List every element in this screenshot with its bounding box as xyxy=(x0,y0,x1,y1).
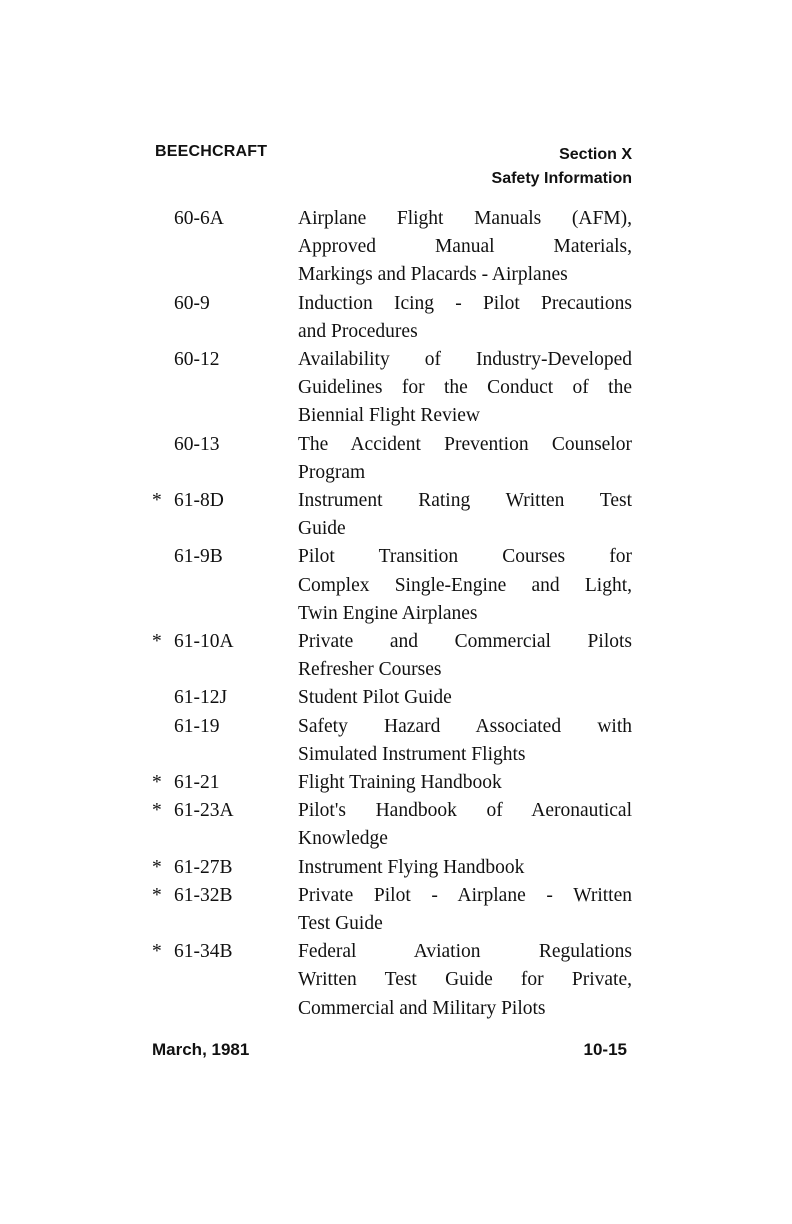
circular-title xyxy=(298,938,632,1023)
list-item xyxy=(150,882,632,938)
list-item xyxy=(150,854,632,882)
revision-marker xyxy=(150,290,174,346)
title-line: Program xyxy=(298,461,366,483)
list-item xyxy=(150,543,632,628)
title-line: Private and Commercial Pilots xyxy=(298,631,632,653)
section-header xyxy=(492,143,632,191)
title-line: Approved Manual Materials, xyxy=(298,236,632,258)
revision-marker: * xyxy=(152,800,162,822)
list-item xyxy=(150,431,632,487)
circular-title xyxy=(298,769,632,797)
manufacturer-header: BEECHCRAFT xyxy=(155,143,268,160)
revision-marker: * xyxy=(152,490,162,512)
revision-marker xyxy=(150,431,174,487)
circular-number: 61-23A xyxy=(174,800,234,822)
circular-title xyxy=(298,684,632,712)
title-line: Guidelines for the Conduct of the xyxy=(298,377,632,399)
title-line: Simulated Instrument Flights xyxy=(298,743,526,765)
advisory-circular-list xyxy=(150,205,632,1023)
title-line: and Procedures xyxy=(298,320,418,342)
title-line: Federal Aviation Regulations xyxy=(298,941,632,963)
title-line: Markings and Placards - Airplanes xyxy=(298,264,568,286)
circular-number: 61-19 xyxy=(174,715,220,737)
revision-marker xyxy=(150,346,174,431)
circular-number: 60-12 xyxy=(174,349,220,371)
list-item xyxy=(150,713,632,769)
circular-title xyxy=(298,882,632,938)
revision-marker xyxy=(150,205,174,290)
title-line: Induction Icing - Pilot Precautions xyxy=(298,292,632,314)
revision-marker: * xyxy=(152,772,162,794)
circular-title xyxy=(298,543,632,628)
title-line: The Accident Prevention Counselor xyxy=(298,433,632,455)
circular-number: 61-21 xyxy=(174,772,220,794)
circular-number: 61-9B xyxy=(174,546,223,568)
title-line: Pilot's Handbook of Aeronautical xyxy=(298,800,632,822)
title-line: Safety Hazard Associated with xyxy=(298,715,632,737)
title-line: Complex Single-Engine and Light, xyxy=(298,574,632,596)
circular-number: 61-34B xyxy=(174,941,233,963)
revision-marker: * xyxy=(152,631,162,653)
list-item xyxy=(150,684,632,712)
revision-marker: * xyxy=(152,884,162,906)
circular-number: 61-27B xyxy=(174,856,233,878)
title-line: Knowledge xyxy=(298,828,388,850)
circular-number: 60-13 xyxy=(174,433,220,455)
circular-number: 61-10A xyxy=(174,631,234,653)
list-item xyxy=(150,769,632,797)
circular-title xyxy=(298,346,632,431)
circular-title xyxy=(298,431,632,487)
revision-marker xyxy=(150,713,174,769)
title-line: Written Test Guide for Private, xyxy=(298,969,632,991)
title-line: Biennial Flight Review xyxy=(298,405,480,427)
list-item xyxy=(150,938,632,1023)
list-item xyxy=(150,205,632,290)
title-line: Guide xyxy=(298,518,346,540)
list-item xyxy=(150,487,632,543)
title-line: Availability of Industry-Developed xyxy=(298,349,632,371)
revision-marker xyxy=(150,543,174,628)
title-line: Pilot Transition Courses for xyxy=(298,546,632,568)
title-line: Instrument Rating Written Test xyxy=(298,490,632,512)
circular-number: 60-9 xyxy=(174,292,210,314)
title-line: Instrument Flying Handbook xyxy=(298,856,525,878)
circular-number: 61-12J xyxy=(174,687,228,709)
title-line: Twin Engine Airplanes xyxy=(298,602,478,624)
circular-title xyxy=(298,854,632,882)
revision-marker: * xyxy=(152,941,162,963)
title-line: Student Pilot Guide xyxy=(298,687,452,709)
title-line: Flight Training Handbook xyxy=(298,772,502,794)
circular-title xyxy=(298,628,632,684)
title-line: Test Guide xyxy=(298,913,383,935)
circular-title xyxy=(298,487,632,543)
circular-number: 61-32B xyxy=(174,884,233,906)
title-line: Private Pilot - Airplane - Written xyxy=(298,884,632,906)
circular-title xyxy=(298,713,632,769)
circular-title xyxy=(298,205,632,290)
title-line: Airplane Flight Manuals (AFM), xyxy=(298,208,632,229)
title-line: Refresher Courses xyxy=(298,659,442,681)
section-title: Section X xyxy=(559,146,632,163)
list-item xyxy=(150,290,632,346)
section-subtitle: Safety Information xyxy=(491,170,632,187)
circular-number: 60-6A xyxy=(174,208,224,229)
list-item xyxy=(150,628,632,684)
list-item xyxy=(150,346,632,431)
page-number: 10-15 xyxy=(583,1040,627,1059)
circular-title xyxy=(298,797,632,853)
title-line: Commercial and Military Pilots xyxy=(298,997,546,1019)
revision-marker: * xyxy=(152,856,162,878)
footer-date: March, 1981 xyxy=(152,1040,250,1059)
circular-number: 61-8D xyxy=(174,490,224,512)
list-item xyxy=(150,797,632,853)
circular-title xyxy=(298,290,632,346)
revision-marker xyxy=(150,684,174,712)
